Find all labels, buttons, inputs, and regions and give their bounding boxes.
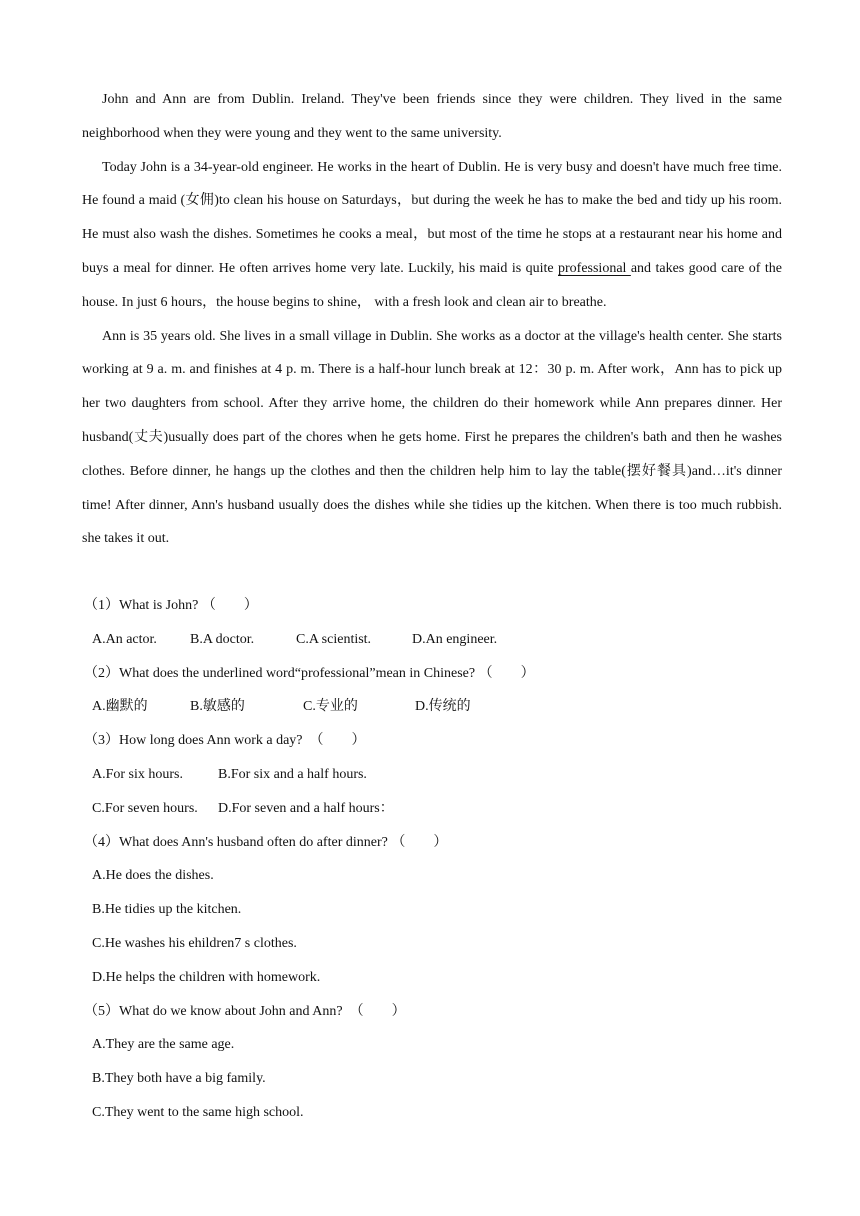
question-2-options (82, 690, 782, 724)
question-5-option-b[interactable]: B.They both have a big family. (92, 1071, 266, 1087)
reading-passage (82, 83, 782, 556)
question-4-option-c[interactable]: C.He washes his ehildren7 s clothes. (92, 935, 297, 951)
paragraph-2-text-start: Today John is a 34-year-old engineer. He works in the heart of Dublin. He is very busy and doesn't have much free time. He found a maid (女佣)to clean his house on Saturdays，but during the week he has to make the bed and tidy up his room. He must also wash the dishes. Sometimes he cooks a meal，but most of the time he stops at a restaurant near his home and buys a meal for dinner. He often arrives home very late. Luckily, his maid is quite (82, 159, 782, 276)
question-1-options (82, 623, 782, 657)
question-1-option-c[interactable]: C.A scientist. (296, 631, 372, 647)
question-3-option-c[interactable]: C.For seven hours. (92, 800, 198, 816)
question-2-option-c[interactable]: C.专业的 (303, 699, 358, 715)
question-1-option-d[interactable]: D.An engineer. (412, 631, 498, 647)
question-4-option-a[interactable]: A.He does the dishes. (92, 868, 214, 884)
passage-paragraph-3: Ann is 35 years old. She lives in a small village in Dublin. She works as a doctor at the village's health center. She starts working at 9 a. m. and finishes at 4 p. m. There is a half-hour lunch break at 12：30 p. m. After work，Ann has to pick up her two daughters from school. After they arrive home, the children do their homework while Ann prepares dinner. Her husband(丈夫)usually does part of the chores when he gets home. First he prepares the children's bath and then he washes clothes. Before dinner, he hangs up the clothes and then the children help him to lay the table(摆好餐具)and…it's dinner time! After dinner, Ann's husband usually does the dishes while she tidies up the kitchen. When there is too much rubbish. she takes it out. (82, 328, 782, 547)
question-1-option-a[interactable]: A.An actor. (92, 631, 157, 647)
question-2-stem: （2）What does the underlined word“professional”mean in Chinese? （ ） (84, 665, 535, 681)
question-3-options-row-2 (82, 792, 782, 826)
question-5-stem: （5）What do we know about John and Ann? （ ） (84, 1003, 406, 1019)
question-1-stem: （1）What is John? （ ） (84, 598, 258, 613)
question-3-option-d[interactable]: D.For seven and a half hours： (218, 800, 394, 816)
question-3-stem: （3）How long does Ann work a day? （ ） (84, 733, 366, 749)
question-2-option-b[interactable]: B.敏感的 (190, 699, 245, 715)
question-2-option-d[interactable]: D.传统的 (415, 699, 471, 715)
question-3-option-a[interactable]: A.For six hours. (92, 766, 184, 782)
question-4-option-b[interactable]: B.He tidies up the kitchen. (92, 902, 242, 918)
question-3-options-row-1 (82, 758, 782, 792)
question-3-option-b[interactable]: B.For six and a half hours. (218, 766, 367, 782)
question-list (82, 589, 782, 1130)
underlined-word-professional: professional (558, 260, 631, 276)
question-5-option-c[interactable]: C.They went to the same high school. (92, 1104, 304, 1120)
question-1-option-b[interactable]: B.A doctor. (190, 631, 255, 647)
question-2-option-a[interactable]: A.幽默的 (92, 699, 148, 715)
question-4-option-d[interactable]: D.He helps the children with homework. (92, 969, 321, 985)
passage-paragraph-1: John and Ann are from Dublin. Ireland. They've been friends since they were children. They lived in the same neighborhood when they were young and they went to the same university. (82, 92, 782, 141)
question-5-option-a[interactable]: A.They are the same age. (92, 1037, 235, 1053)
paragraph-2-text-end: and takes good care of the house. In just 6 hours，the house begins to shine， with a fresh look and clean air to breathe. (82, 260, 782, 310)
question-4-stem: （4）What does Ann's husband often do after dinner? （ ） (84, 834, 448, 850)
passage-paragraph-2 (82, 151, 782, 320)
